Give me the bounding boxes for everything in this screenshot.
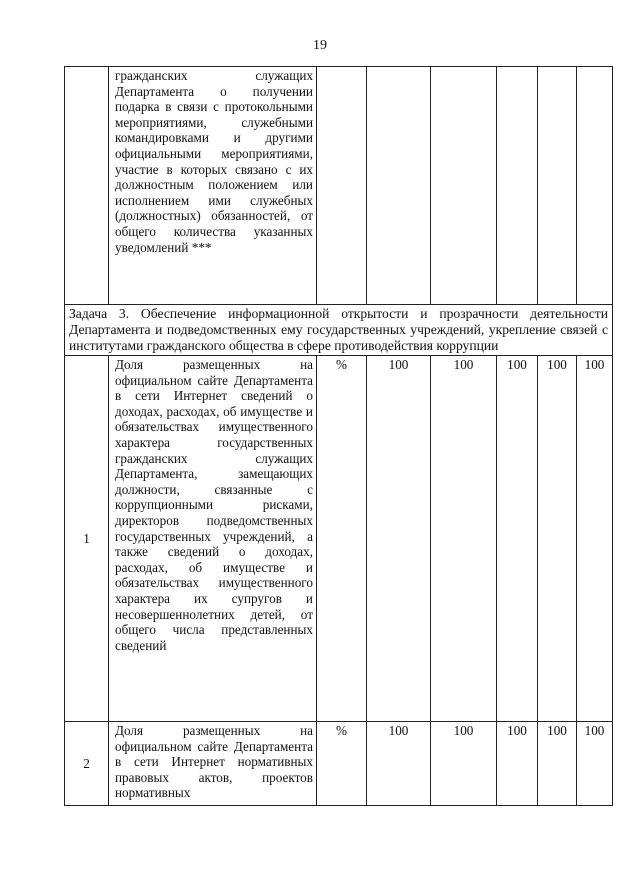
unit-cell (317, 67, 367, 305)
row-number: 2 (65, 722, 109, 806)
value-cell: 100 (367, 722, 431, 806)
row-number: 1 (65, 356, 109, 722)
value-cell: 100 (431, 722, 497, 806)
value-cell: 100 (497, 722, 538, 806)
unit-cell: % (317, 356, 367, 722)
value-cell (367, 67, 431, 305)
task-3-heading: Задача 3. Обеспечение информационной открытости и прозрачности деятельности Департамента и подведомственных ему государственных учреждений, укрепление связей с институтами гражданского общества в сфере противодействия коррупции (65, 305, 613, 356)
value-cell: 100 (538, 722, 577, 806)
page-number: 19 (313, 38, 327, 53)
value-cell: 100 (497, 356, 538, 722)
indicator-description: Доля размещенных на официальном сайте Департамента в сети Интернет нормативных правовых актов, проектов нормативных (109, 722, 317, 806)
value-cell (431, 67, 497, 305)
value-cell (577, 67, 613, 305)
value-cell: 100 (577, 356, 613, 722)
indicators-table (64, 66, 613, 806)
unit-cell: % (317, 722, 367, 806)
table-row-continued (65, 67, 613, 305)
value-cell: 100 (431, 356, 497, 722)
value-cell: 100 (577, 722, 613, 806)
value-cell (538, 67, 577, 305)
value-cell (497, 67, 538, 305)
indicator-description: Доля размещенных на официальном сайте Департамента в сети Интернет сведений о доходах, расходах, об имуществе и обязательствах имущественного характера государственных гражданских служащих Департамента, замещающих должности, связанные с коррупционными рисками, директоров подведомственных государственных учреждений, а также сведений о доходах, расходах, об имуществе и обязательствах имущественного характера их супругов и несовершеннолетних детей, от общего числа представленных сведений (109, 356, 317, 722)
table-row (65, 722, 613, 806)
value-cell: 100 (538, 356, 577, 722)
task-heading-row (65, 305, 613, 356)
table-row (65, 356, 613, 722)
row-number-cell (65, 67, 109, 305)
indicator-description-continued: гражданских служащих Департамента о получении подарка в связи с протокольными мероприятиями, служебными командировками и другими официальными мероприятиями, участие в которых связано с их должностным положением или исполнением ими служебных (должностных) обязанностей, от общего количества указанных уведомлений *** (109, 67, 317, 305)
value-cell: 100 (367, 356, 431, 722)
